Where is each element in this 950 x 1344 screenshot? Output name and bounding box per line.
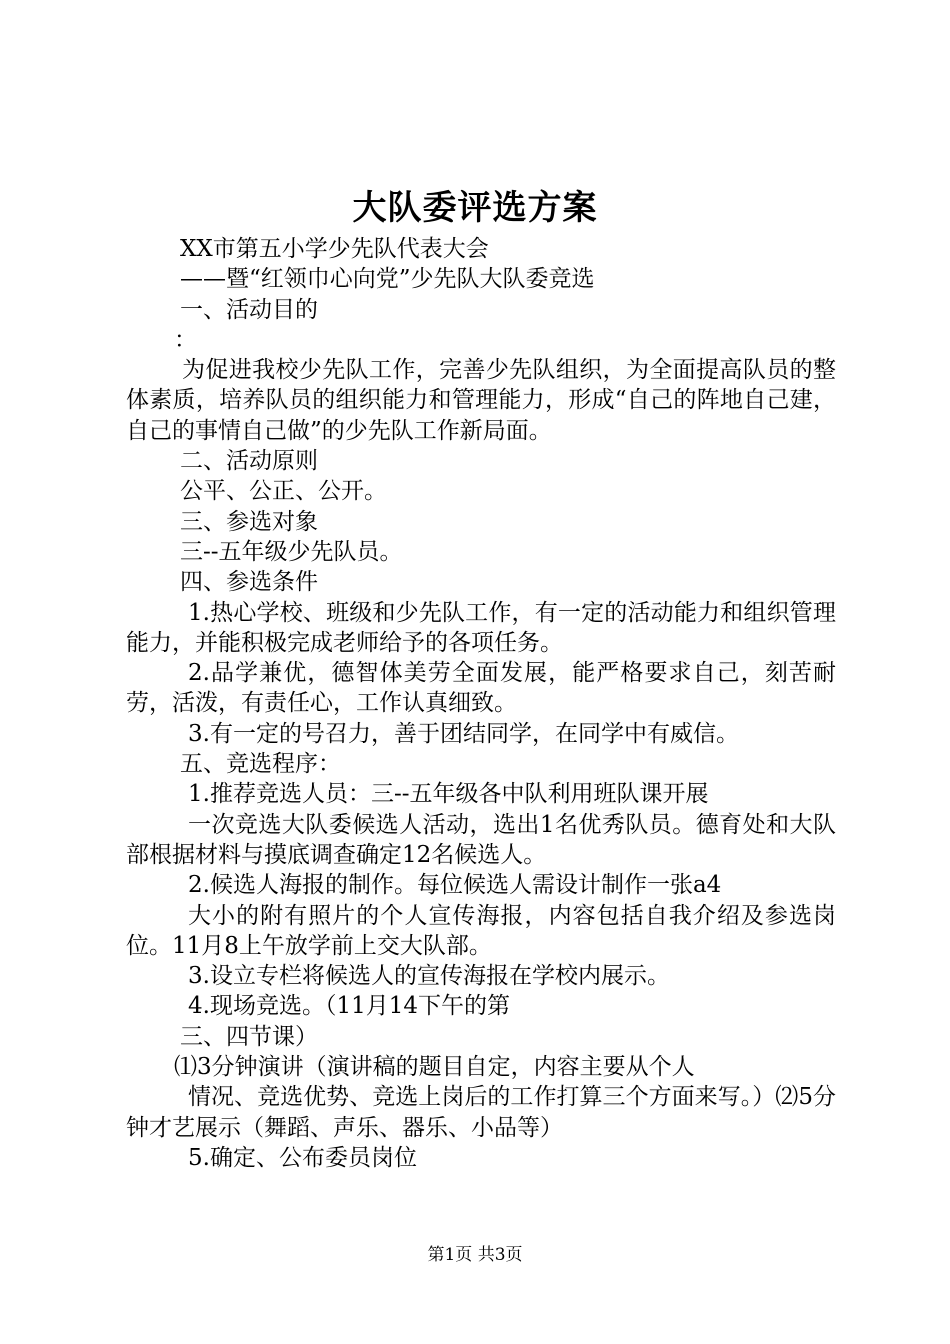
- paragraph-line: XX市第五小学少先队代表大会: [180, 236, 489, 262]
- paragraph-line: 4.现场竞选。（11月14下午的第: [188, 993, 510, 1020]
- paragraph-line: 1.推荐竞选人员：三--五年级各中队利用班队课开展: [188, 781, 709, 808]
- paragraph: 1.热心学校、班级和少先队工作，有一定的活动能力和组织管理能力，并能积极完成老师给予的各项任务。: [126, 599, 836, 656]
- document-title: 大队委评选方案: [352, 188, 598, 228]
- paragraph-line: 公平、公正、公开。: [180, 478, 387, 505]
- section-heading: 三、参选对象: [180, 508, 318, 535]
- paragraph-line: 5.确定、公布委员岗位: [188, 1144, 417, 1171]
- paragraph: 为促进我校少先队工作，完善少先队组织，为全面提高队员的整体素质，培养队员的组织能力和管理能力，形成“自己的阵地自己建，自己的事情自己做”的少先队工作新局面。: [126, 357, 836, 444]
- section-heading: 四、参选条件: [180, 569, 318, 596]
- paragraph-line: 3.设立专栏将候选人的宣传海报在学校内展示。: [188, 963, 670, 990]
- paragraph-line: ：: [174, 326, 197, 353]
- paragraph-line: 三、四节课）: [180, 1023, 318, 1050]
- section-heading: 二、活动原则: [180, 448, 318, 475]
- paragraph-line: ⑴3分钟演讲（演讲稿的题目自定，内容主要从个人: [174, 1054, 695, 1081]
- paragraph-line: 2.候选人海报的制作。每位候选人需设计制作一张a4: [188, 872, 722, 899]
- paragraph: 大小的附有照片的个人宣传海报，内容包括自我介绍及参选岗位。11月8上午放学前上交大队部。: [126, 902, 836, 959]
- section-heading: 五、竞选程序：: [180, 751, 341, 778]
- paragraph: 一次竞选大队委候选人活动，选出1名优秀队员。德育处和大队部根据材料与摸底调查确定12名候选人。: [126, 811, 836, 868]
- paragraph: 2.品学兼优，德智体美劳全面发展，能严格要求自己，刻苦耐劳，活泼，有责任心，工作认真细致。: [126, 660, 836, 717]
- paragraph: 情况、竞选优势、竞选上岗后的工作打算三个方面来写。）⑵5分钟才艺展示（舞蹈、声乐、器乐、小品等）: [126, 1084, 836, 1141]
- paragraph-line: ——暨“红领巾心向党”少先队大队委竞选: [180, 266, 595, 293]
- paragraph-line: 3.有一定的号召力，善于团结同学，在同学中有威信。: [188, 720, 739, 747]
- section-heading: 一、活动目的: [180, 296, 318, 323]
- paragraph-line: 三--五年级少先队员。: [180, 538, 403, 565]
- page-footer: 第1页 共3页: [427, 1245, 523, 1265]
- document-body: [126, 234, 836, 1173]
